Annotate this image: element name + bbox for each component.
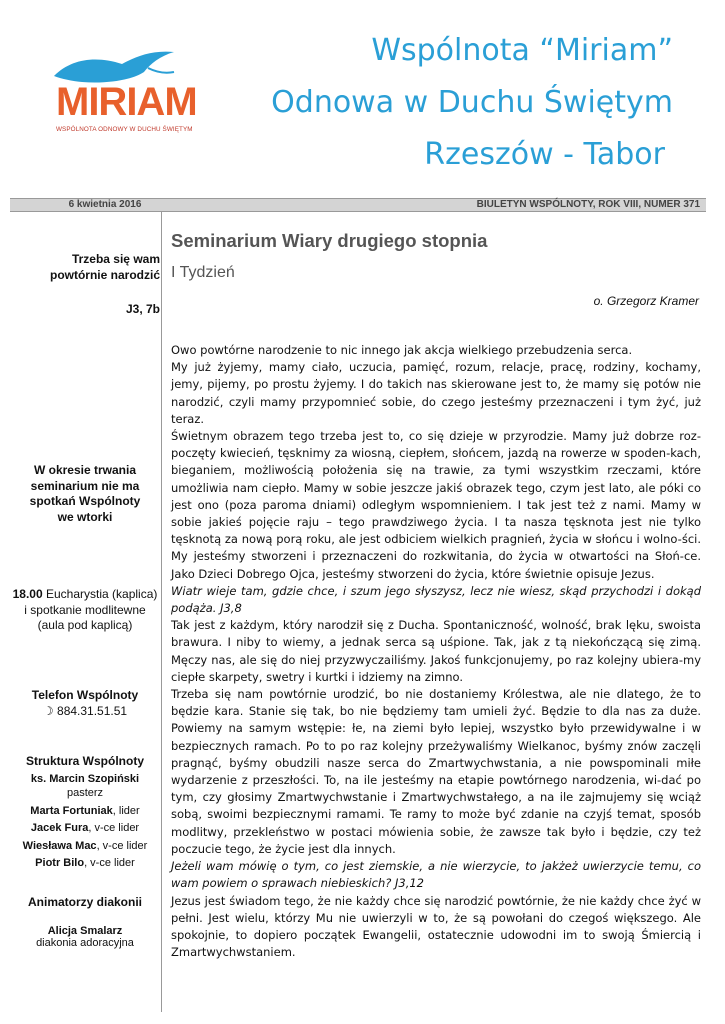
paragraph: Trzeba się nam powtórnie urodzić, bo nie dostaniemy Królestwa, ale nie dlatego, że to będzie kara. Stanie się tak, bo nie będziemy tam umieli żyć. Będzie to dla nas za duże. Powiemy na samym wstępie: łe, na ziemi było lepiej, wszystko było przewidywalne i w bezpiecznych ramach. Po to po raz kolejny przeżywaliśmy Wielkanoc, byśmy znów zaczęli pragnąć, byśmy obudzili nasze serca do Zmartwychwstania, a nie powspominali miłe wydarzenie z przeszłości. To, na ile jesteśmy na etapie powtórnego narodzenia, wi-dać po tym, czy głosimy Zmartwychwstanie i Zmartwychwstałego, a na ile zajmujemy się wciąż sobą, swoimi bezpiecznymi ramami. Te ramy to może być zdanie na czyjś temat, sposób modlitwy, przekleństwo w postaci mówienia sobie, że zawsze tak było i będzie, czy też poczucie tego, że życie jest dla innych.: [171, 687, 701, 856]
article-subtitle: I Tydzień: [171, 264, 235, 281]
logo-title: MIRIAM: [56, 80, 197, 124]
schedule-text2: i spotkanie modlitewne: [24, 602, 146, 617]
sidebar-seminar-note: W okresie trwania seminarium nie ma spotkań Wspólnoty we wtorki: [29, 463, 141, 524]
person-4: Wiesława Mac, v-ce lider: [22, 839, 148, 852]
header-line-3: Rzeszów - Tabor: [424, 137, 665, 172]
header-line-1: Wspólnota “Miriam”: [371, 33, 673, 68]
phone-number: 884.31.51.51: [57, 703, 128, 718]
article-author: o. Grzegorz Kramer: [593, 294, 699, 308]
phone-icon: ☽: [42, 703, 54, 718]
animator-name: Alicja Smalarz: [47, 924, 123, 937]
paragraph: Owo powtórne narodzenie to nic innego jak akcja wielkiego przebudzenia serca.: [171, 343, 633, 357]
phone-row: [10, 704, 160, 718]
person-5: Piotr Bilo, v-ce lider: [35, 857, 135, 869]
animator-role: diakonia adoracyjna: [36, 936, 134, 949]
animators-label: Animatorzy diakonii: [27, 894, 143, 909]
header-line-2: Odnowa w Duchu Świętym: [271, 85, 673, 120]
sidebar: [10, 212, 160, 949]
sidebar-quote-line1: Trzeba się wam: [71, 252, 160, 266]
article-title: Seminarium Wiary drugiego stopnia: [171, 230, 488, 251]
schedule-text3: (aula pod kaplicą): [37, 618, 133, 632]
issue-bar: [10, 198, 706, 212]
person-1: ks. Marcin Szopiński: [30, 772, 140, 785]
article-body: [171, 342, 701, 961]
paragraph: Świetnym obrazem tego trzeba jest to, co się dzieje w przyrodzie. Mamy już dobrze roz-poczęty kwiecień, tęsknimy za wiosną, ciepłem, słońcem, jazdą na rowerze w spoden-kach, bieganiem, możliwością położenia się na trawie, za tymi wszystkim rzeczami, które umożliwia nam ciepło. Mamy w sobie jeszcze jakiś obrazek tego, czym jest lato, ale póki co jest ono (poza paroma dniami) odległym wspomnieniem. I tak jest też z nami. Mamy w sobie jakieś pojęcie raju – tego prawdziwego życia. I ta nasza tęsknota jest nie tylko tęsknotą za nową porą roku, ale jest odbiciem wielkich pragnień, życia w słońcu i wolno-ści. My jesteśmy stworzeni i przeznaczeni do rozkwitania, do życia w otwartości na Słoń-ce. Jako Dzieci Dobrego Ojca, jesteśmy stworzeni do życia, które świetnie opisuje Jezus.: [171, 429, 701, 581]
issue-date: 6 kwietnia 2016: [68, 199, 142, 210]
scripture-quote: Jeżeli wam mówię o tym, co jest ziemskie, a nie wierzycie, to jakżeż uwierzycie temu, co wam powiem o sprawach niebieskich? J3,12: [171, 859, 701, 891]
person-1-role: pasterz: [66, 787, 104, 799]
sidebar-quote-ref: J3, 7b: [125, 302, 160, 316]
logo-subtitle: WSPÓLNOTA ODNOWY W DUCHU ŚWIĘTYM: [56, 126, 193, 133]
person-2: Marta Fortuniak, lider: [30, 804, 140, 817]
paragraph: Jezus jest świadom tego, że nie każdy chce się narodzić powtórnie, że nie każdy chce żyć w pełni. Jest wielu, którzy Mu nie uwierzyli w to, że są powołani do czegoś większego. Ale spokojnie, to dopiero początek Ewangelii, ostatecznie udowodni im to swoją Śmiercią i Zmartwychwstaniem.: [171, 893, 701, 960]
structure-list: [10, 772, 160, 871]
phone-label: Telefon Wspólnoty: [31, 687, 139, 702]
person-3: Jacek Fura, v-ce lider: [30, 822, 140, 834]
structure-label: Struktura Wspólnoty: [25, 753, 144, 768]
paragraph: Tak jest z każdym, który narodził się z Ducha. Spontaniczność, wolność, brak lęku, swoista brawura. I niby to wiemy, a jednak serca są uśpione. Tak, jak z tą niekończącą się zimą. Męczy nas, ale się do niej przyzwyczailiśmy. Jakoś funkcjonujemy, po raz kolejny ubiera-my ciepłe skarpety, swetry i kurtki i idziemy na zimno.: [171, 618, 701, 684]
issue-number: BIULETYN WSPÓLNOTY, ROK VIII, NUMER 371: [476, 199, 700, 210]
schedule-time: 18.00: [12, 587, 43, 601]
sidebar-schedule: [10, 587, 160, 634]
scripture-quote: Wiatr wieje tam, gdzie chce, i szum jego słyszysz, lecz nie wiesz, skąd przychodzi i dokąd podąża. J3,8: [171, 583, 701, 616]
article-header: [171, 230, 701, 308]
paragraph: My już żyjemy, mamy ciało, uczucia, pamięć, rozum, relacje, pracę, rodziny, kochamy, jemy, pijemy, po prostu żyjemy. I do takich nas skierowane jest to, że mamy się potów nie narodzić, czyli mamy przypomnieć sobie, do czego jesteśmy przeznaczeni i tym żyć, już teraz.: [171, 360, 701, 426]
schedule-text1: Eucharystia (kaplica): [42, 587, 158, 601]
sidebar-quote-line2: powtórnie narodzić: [49, 268, 160, 282]
